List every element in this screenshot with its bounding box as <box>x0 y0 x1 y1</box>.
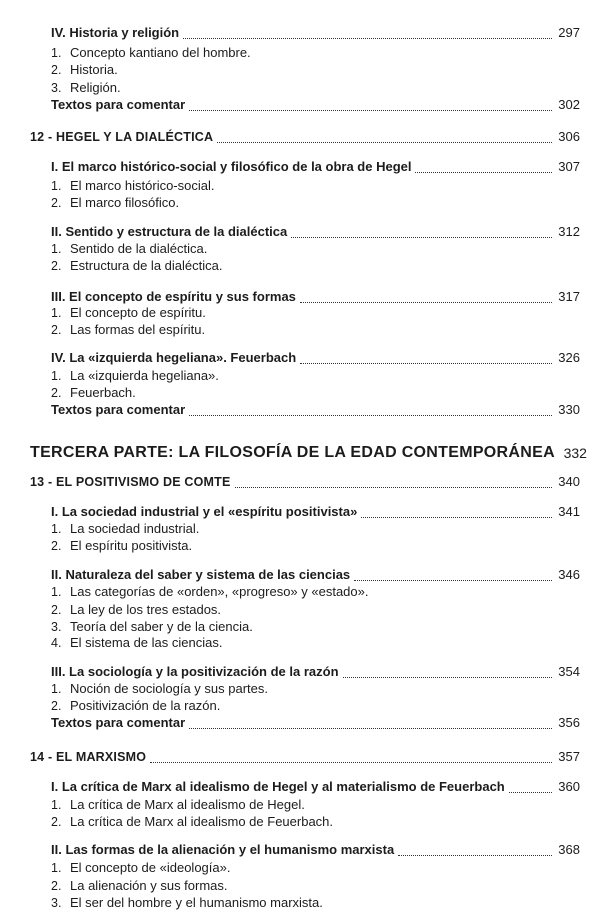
item-number: 2. <box>51 699 62 713</box>
entry-title: 14 - EL MARXISMO <box>30 750 147 764</box>
subsection-entry <box>0 321 600 339</box>
subsection-entry <box>0 384 600 402</box>
page-number: 356 <box>558 715 580 730</box>
item-number: 1. <box>51 682 62 696</box>
item-number: 1. <box>51 522 62 536</box>
section-entry <box>0 714 600 732</box>
item-number: 4. <box>51 636 62 650</box>
item-number: 1. <box>51 798 62 812</box>
dot-leader <box>300 353 552 364</box>
section-entry <box>0 503 600 521</box>
item-number: 2. <box>51 63 62 77</box>
item-number: 2. <box>51 539 62 553</box>
toc-leader <box>30 748 580 766</box>
section-entry <box>0 566 600 584</box>
entry-title: Textos para comentar <box>51 715 186 730</box>
subsection-entry <box>0 877 600 895</box>
section-entry <box>0 24 600 42</box>
toc-leader <box>51 778 580 796</box>
dot-leader <box>300 292 552 303</box>
page-number: 360 <box>558 779 580 794</box>
subsection-entry <box>0 44 600 62</box>
page-number: 312 <box>558 224 580 239</box>
toc-leader <box>51 349 580 367</box>
dot-leader <box>217 132 552 143</box>
dot-leader <box>189 405 552 416</box>
item-number: 1. <box>51 179 62 193</box>
subsection-entry <box>0 194 600 212</box>
toc-leader <box>51 663 580 681</box>
toc-leader <box>51 401 580 419</box>
page-number: 307 <box>558 159 580 174</box>
subsection-entry <box>0 796 600 814</box>
item-text: Historia. <box>70 62 118 77</box>
page-number: 341 <box>558 504 580 519</box>
item-number: 3. <box>51 620 62 634</box>
toc-leader <box>51 841 580 859</box>
item-text: La sociedad industrial. <box>70 521 200 536</box>
item-text: La crítica de Marx al idealismo de Hegel. <box>70 797 305 812</box>
item-number: 2. <box>51 259 62 273</box>
subsection-entry <box>0 257 600 275</box>
subsection-entry <box>0 537 600 555</box>
dot-leader <box>291 227 552 238</box>
toc-leader <box>51 158 580 176</box>
entry-title: Textos para comentar <box>51 97 186 112</box>
item-text: El marco filosófico. <box>70 195 180 210</box>
entry-title: II. Sentido y estructura de la dialéctica <box>51 224 288 239</box>
page-number: 346 <box>558 567 580 582</box>
item-number: 3. <box>51 896 62 910</box>
item-text: Estructura de la dialéctica. <box>70 258 223 273</box>
item-text: Religión. <box>70 80 121 95</box>
item-text: Teoría del saber y de la ciencia. <box>70 619 253 634</box>
item-text: La crítica de Marx al idealismo de Feuerbach. <box>70 814 334 829</box>
dot-leader <box>189 718 552 729</box>
dot-leader <box>361 507 552 518</box>
subsection-entry <box>0 697 600 715</box>
dot-leader <box>183 28 552 39</box>
dot-leader <box>189 100 552 111</box>
page-number: 332 <box>563 445 587 461</box>
subsection-entry <box>0 367 600 385</box>
item-number: 2. <box>51 603 62 617</box>
subsection-entry <box>0 583 600 601</box>
chapter-entry <box>0 748 600 766</box>
toc-leader <box>30 473 580 491</box>
item-text: La ley de los tres estados. <box>70 602 222 617</box>
section-entry <box>0 96 600 114</box>
subsection-entry <box>0 61 600 79</box>
subsection-entry <box>0 520 600 538</box>
entry-title: Textos para comentar <box>51 402 186 417</box>
page-number: 317 <box>558 289 580 304</box>
toc-leader <box>51 566 580 584</box>
item-text: El espíritu positivista. <box>70 538 193 553</box>
subsection-entry <box>0 634 600 652</box>
part-entry <box>0 444 600 462</box>
page-number: 354 <box>558 664 580 679</box>
chapter-entry <box>0 128 600 146</box>
item-text: Positivización de la razón. <box>70 698 221 713</box>
entry-title: I. La crítica de Marx al idealismo de Hegel y al materialismo de Feuerbach <box>51 779 505 794</box>
item-number: 1. <box>51 369 62 383</box>
page-number: 368 <box>558 842 580 857</box>
entry-title: I. El marco histórico-social y filosófico de la obra de Hegel <box>51 159 412 174</box>
dot-leader <box>398 845 552 856</box>
item-number: 1. <box>51 46 62 60</box>
entry-title: IV. La «izquierda hegeliana». Feuerbach <box>51 350 297 365</box>
item-number: 3. <box>51 81 62 95</box>
item-text: Las categorías de «orden», «progreso» y «estado». <box>70 584 369 599</box>
entry-title: III. La sociología y la positivización de la razón <box>51 664 339 679</box>
page-number: 340 <box>558 474 580 489</box>
page-number: 306 <box>558 129 580 144</box>
page-number: 357 <box>558 749 580 764</box>
subsection-entry <box>0 601 600 619</box>
item-number: 1. <box>51 306 62 320</box>
item-text: El concepto de «ideología». <box>70 860 231 875</box>
subsection-entry <box>0 79 600 97</box>
page-number: 302 <box>558 97 580 112</box>
item-text: Sentido de la dialéctica. <box>70 241 208 256</box>
subsection-entry <box>0 894 600 912</box>
item-number: 2. <box>51 196 62 210</box>
toc-leader <box>51 24 580 42</box>
entry-title: I. La sociedad industrial y el «espíritu positivista» <box>51 504 358 519</box>
subsection-entry <box>0 240 600 258</box>
entry-title: II. Naturaleza del saber y sistema de las ciencias <box>51 567 351 582</box>
subsection-entry <box>0 859 600 877</box>
section-entry <box>0 778 600 796</box>
dot-leader <box>150 752 552 763</box>
item-text: El marco histórico-social. <box>70 178 215 193</box>
page-number: 297 <box>558 25 580 40</box>
dot-leader <box>415 162 552 173</box>
item-text: El sistema de las ciencias. <box>70 635 223 650</box>
dot-leader <box>509 782 552 793</box>
toc-leader <box>30 444 587 462</box>
item-text: El ser del hombre y el humanismo marxista. <box>70 895 323 910</box>
section-entry <box>0 158 600 176</box>
item-number: 2. <box>51 815 62 829</box>
item-number: 2. <box>51 386 62 400</box>
entry-title: II. Las formas de la alienación y el humanismo marxista <box>51 842 395 857</box>
entry-title: 13 - EL POSITIVISMO DE COMTE <box>30 475 231 489</box>
dot-leader <box>343 667 552 678</box>
subsection-entry <box>0 680 600 698</box>
section-entry <box>0 841 600 859</box>
entry-title: 12 - HEGEL Y LA DIALÉCTICA <box>30 130 214 144</box>
item-number: 1. <box>51 585 62 599</box>
dot-leader <box>235 477 552 488</box>
item-text: Noción de sociología y sus partes. <box>70 681 268 696</box>
item-text: Concepto kantiano del hombre. <box>70 45 251 60</box>
subsection-entry <box>0 304 600 322</box>
subsection-entry <box>0 177 600 195</box>
item-text: Feuerbach. <box>70 385 136 400</box>
toc-leader <box>30 128 580 146</box>
item-text: La «izquierda hegeliana». <box>70 368 219 383</box>
toc-leader <box>51 96 580 114</box>
dot-leader <box>354 570 552 581</box>
page-number: 326 <box>558 350 580 365</box>
section-entry <box>0 401 600 419</box>
chapter-entry <box>0 473 600 491</box>
entry-title: IV. Historia y religión <box>51 25 180 40</box>
toc-leader <box>51 223 580 241</box>
toc-leader <box>51 503 580 521</box>
toc-leader <box>51 714 580 732</box>
item-number: 2. <box>51 879 62 893</box>
item-number: 1. <box>51 242 62 256</box>
item-text: El concepto de espíritu. <box>70 305 206 320</box>
item-text: Las formas del espíritu. <box>70 322 206 337</box>
section-entry <box>0 663 600 681</box>
item-number: 1. <box>51 861 62 875</box>
section-entry <box>0 223 600 241</box>
section-entry <box>0 349 600 367</box>
subsection-entry <box>0 813 600 831</box>
entry-title: III. El concepto de espíritu y sus formas <box>51 289 296 304</box>
entry-title: TERCERA PARTE: LA FILOSOFÍA DE LA EDAD CONTEMPORÁNEA <box>30 444 555 461</box>
item-text: La alienación y sus formas. <box>70 878 228 893</box>
page-number: 330 <box>558 402 580 417</box>
item-number: 2. <box>51 323 62 337</box>
